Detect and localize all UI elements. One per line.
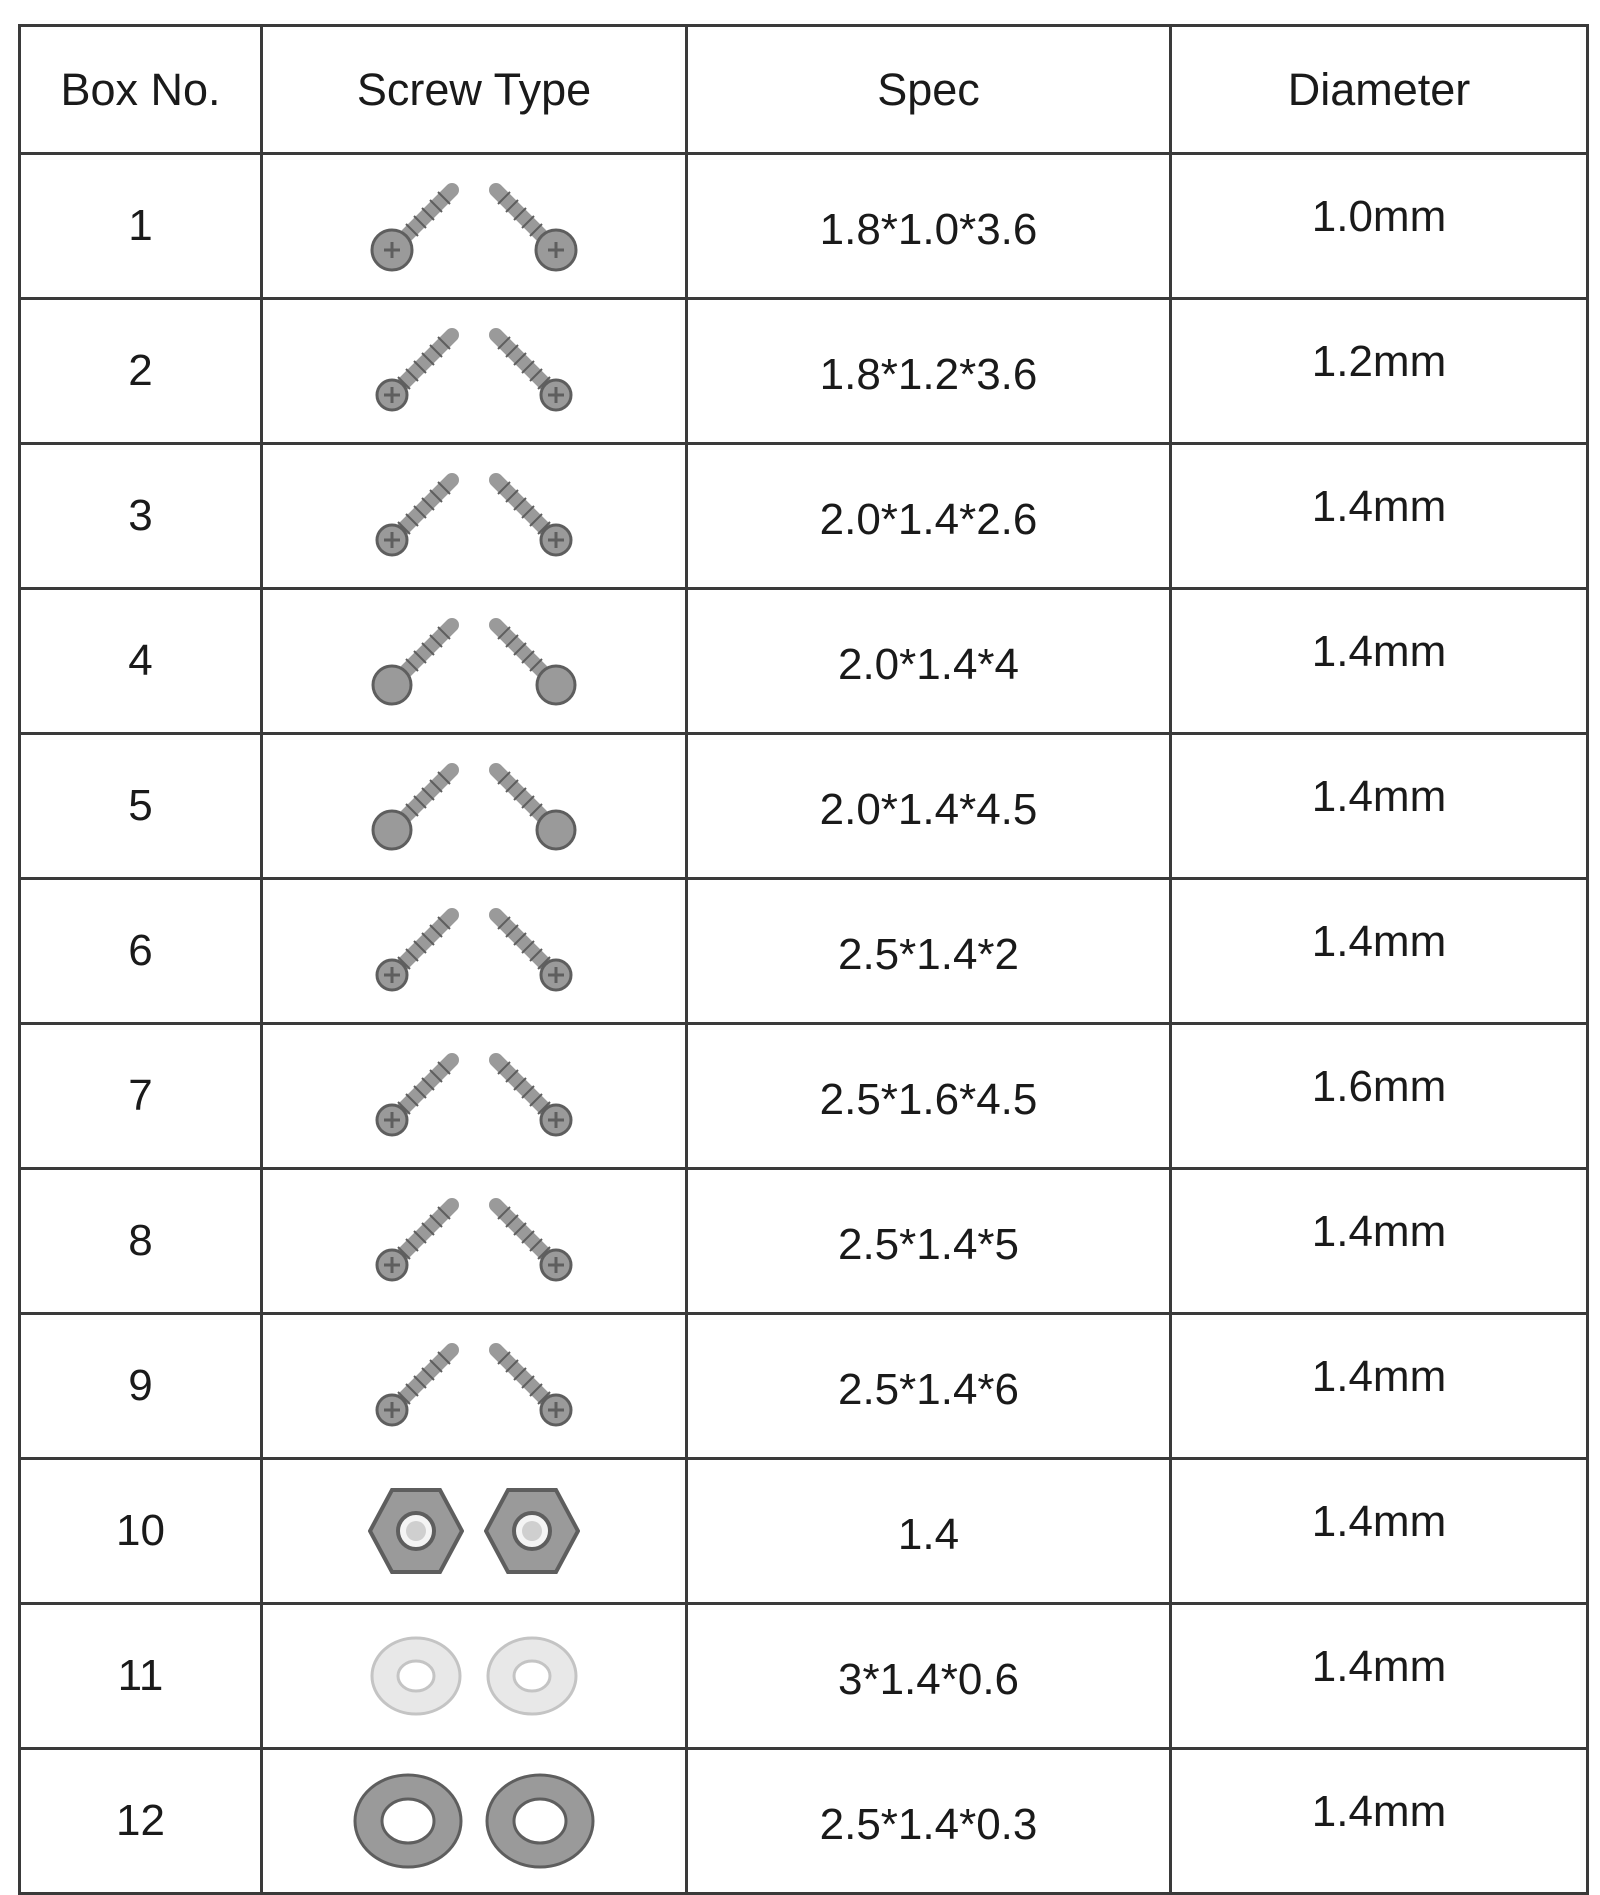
header-box-no: Box No. (20, 26, 262, 154)
screw-type-cell (262, 444, 687, 589)
header-spec: Spec (687, 26, 1171, 154)
table-row (20, 879, 1588, 1024)
pan-head-screw-icon (484, 1048, 580, 1144)
nylon-washer-icon (368, 1634, 464, 1718)
screw-spec-sheet (18, 24, 1586, 1895)
screw-image-pair (263, 889, 685, 1013)
diameter-cell: 1.4mm (1171, 734, 1588, 879)
screw-type-cell (262, 879, 687, 1024)
diameter-cell: 1.4mm (1171, 1169, 1588, 1314)
header-diameter: Diameter (1171, 26, 1588, 154)
hex-nut-icon (368, 1486, 464, 1576)
diameter-cell: 1.4mm (1171, 589, 1588, 734)
spec-cell: 1.8*1.0*3.6 (687, 154, 1171, 299)
table-row (20, 734, 1588, 879)
table-body (20, 154, 1588, 1894)
table-row (20, 1749, 1588, 1894)
spec-cell: 3*1.4*0.6 (687, 1604, 1171, 1749)
screw-image-pair (263, 744, 685, 868)
table-row (20, 1169, 1588, 1314)
box-number-cell: 5 (20, 734, 262, 879)
box-number-cell: 12 (20, 1749, 262, 1894)
spec-cell: 2.0*1.4*2.6 (687, 444, 1171, 589)
round-head-screw-icon (368, 613, 464, 709)
diameter-cell: 1.4mm (1171, 879, 1588, 1024)
screw-spec-table (18, 24, 1589, 1895)
box-number-cell: 8 (20, 1169, 262, 1314)
box-number-cell: 7 (20, 1024, 262, 1169)
diameter-cell: 1.4mm (1171, 1749, 1588, 1894)
table-row (20, 154, 1588, 299)
pan-head-screw-icon (368, 323, 464, 419)
pan-head-screw-icon (484, 323, 580, 419)
screw-type-cell (262, 299, 687, 444)
diameter-cell: 1.4mm (1171, 444, 1588, 589)
table-row (20, 1459, 1588, 1604)
box-number-cell: 3 (20, 444, 262, 589)
box-number-cell: 2 (20, 299, 262, 444)
metal-washer-icon (352, 1772, 464, 1870)
table-row (20, 299, 1588, 444)
screw-type-cell (262, 1749, 687, 1894)
pan-head-screw-icon (368, 468, 464, 564)
diameter-cell: 1.4mm (1171, 1604, 1588, 1749)
table-row (20, 1314, 1588, 1459)
nylon-washer-icon (484, 1634, 580, 1718)
screw-type-cell (262, 1024, 687, 1169)
spec-cell: 2.0*1.4*4 (687, 589, 1171, 734)
screw-type-cell (262, 734, 687, 879)
screw-type-cell (262, 154, 687, 299)
screw-image-pair (263, 1614, 685, 1738)
spec-cell: 2.5*1.4*6 (687, 1314, 1171, 1459)
screw-image-pair (263, 454, 685, 578)
screw-image-pair (263, 164, 685, 288)
spec-cell: 2.5*1.4*0.3 (687, 1749, 1171, 1894)
metal-washer-icon (484, 1772, 596, 1870)
screw-image-pair (263, 599, 685, 723)
screw-type-cell (262, 589, 687, 734)
pan-head-screw-icon (368, 1048, 464, 1144)
screw-type-cell (262, 1604, 687, 1749)
spec-cell: 1.4 (687, 1459, 1171, 1604)
pan-head-screw-icon (484, 468, 580, 564)
diameter-cell: 1.4mm (1171, 1314, 1588, 1459)
screw-image-pair (263, 1179, 685, 1303)
screw-image-pair (263, 1759, 685, 1883)
pan-head-screw-icon (484, 1193, 580, 1289)
diameter-cell: 1.2mm (1171, 299, 1588, 444)
diameter-cell: 1.4mm (1171, 1459, 1588, 1604)
table-row (20, 1604, 1588, 1749)
pan-head-screw-icon (368, 903, 464, 999)
pan-head-screw-icon (368, 1338, 464, 1434)
round-head-screw-icon (368, 758, 464, 854)
spec-cell: 2.5*1.6*4.5 (687, 1024, 1171, 1169)
round-head-screw-icon (484, 613, 580, 709)
spec-cell: 2.5*1.4*2 (687, 879, 1171, 1024)
spec-cell: 1.8*1.2*3.6 (687, 299, 1171, 444)
table-row (20, 444, 1588, 589)
header-screw-type: Screw Type (262, 26, 687, 154)
spec-cell: 2.0*1.4*4.5 (687, 734, 1171, 879)
box-number-cell: 1 (20, 154, 262, 299)
spec-cell: 2.5*1.4*5 (687, 1169, 1171, 1314)
diameter-cell: 1.0mm (1171, 154, 1588, 299)
round-head-screw-icon (484, 758, 580, 854)
box-number-cell: 10 (20, 1459, 262, 1604)
table-row (20, 1024, 1588, 1169)
flat-head-screw-icon (368, 178, 464, 274)
pan-head-screw-icon (484, 1338, 580, 1434)
screw-image-pair (263, 1324, 685, 1448)
box-number-cell: 6 (20, 879, 262, 1024)
screw-type-cell (262, 1459, 687, 1604)
table-row (20, 589, 1588, 734)
screw-type-cell (262, 1169, 687, 1314)
box-number-cell: 4 (20, 589, 262, 734)
screw-image-pair (263, 1034, 685, 1158)
header-row (20, 26, 1588, 154)
diameter-cell: 1.6mm (1171, 1024, 1588, 1169)
box-number-cell: 11 (20, 1604, 262, 1749)
screw-type-cell (262, 1314, 687, 1459)
hex-nut-icon (484, 1486, 580, 1576)
pan-head-screw-icon (368, 1193, 464, 1289)
screw-image-pair (263, 1469, 685, 1593)
pan-head-screw-icon (484, 903, 580, 999)
flat-head-screw-icon (484, 178, 580, 274)
box-number-cell: 9 (20, 1314, 262, 1459)
screw-image-pair (263, 309, 685, 433)
